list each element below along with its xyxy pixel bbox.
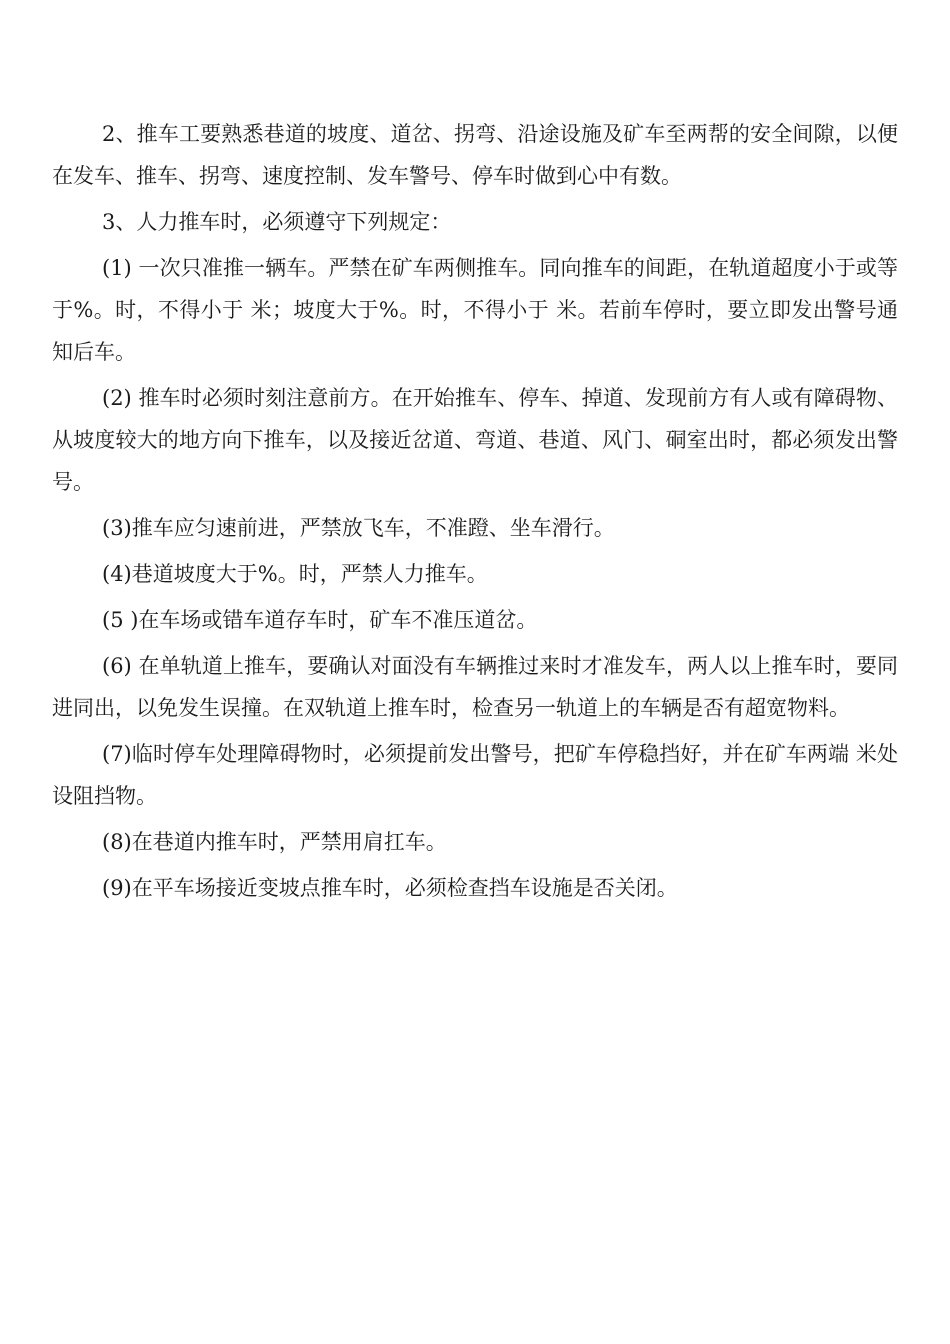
rule-item-3: (3)推车应匀速前进，严禁放飞车，不准蹬、坐车滑行。 (102, 516, 615, 540)
rule-item-6: (6) 在单轨道上推车，要确认对面没有车辆推过来时才准发车，两人以上推车时，要同进同出，以免发生误撞。在双轨道上推车时，检查另一轨道上的车辆是否有超宽物料。 (52, 654, 898, 720)
paragraph-item-2: 2、推车工要熟悉巷道的坡度、道岔、拐弯、沿途设施及矿车至两帮的安全间隙，以便在发车、推车、拐弯、速度控制、发车警号、停车时做到心中有数。 (52, 122, 898, 188)
rule-item-5: (5 )在车场或错车道存车时，矿车不准压道岔。 (102, 608, 538, 632)
rule-item-1: (1) 一次只准推一辆车。严禁在矿车两侧推车。同向推车的间距，在轨道超度小于或等于%。时，不得小于 米；坡度大于%。时，不得小于 米。若前车停时，要立即发出警号通知后车。 (52, 256, 898, 364)
rule-item-4: (4)巷道坡度大于%。时，严禁人力推车。 (102, 562, 488, 586)
rule-item-2: (2) 推车时必须时刻注意前方。在开始推车、停车、掉道、发现前方有人或有障碍物、从坡度较大的地方向下推车，以及接近岔道、弯道、巷道、风门、硐室出时，都必须发出警号。 (52, 386, 898, 494)
paragraph-item-3: 3、人力推车时，必须遵守下列规定： (102, 210, 452, 234)
rule-item-8: (8)在巷道内推车时，严禁用肩扛车。 (102, 830, 447, 854)
rule-item-7: (7)临时停车处理障碍物时，必须提前发出警号，把矿车停稳挡好，并在矿车两端 米处设阻挡物。 (52, 742, 898, 808)
document-body (52, 113, 898, 913)
rule-item-9: (9)在平车场接近变坡点推车时，必须检查挡车设施是否关闭。 (102, 876, 678, 900)
